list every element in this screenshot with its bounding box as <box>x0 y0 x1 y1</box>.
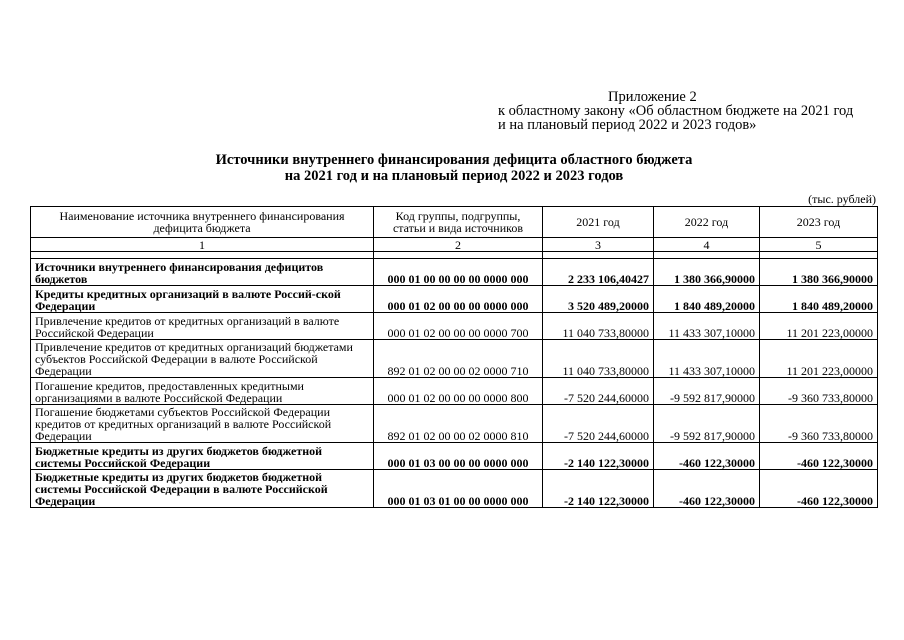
row-value-2022: -9 592 817,90000 <box>654 378 760 405</box>
spacer-cell <box>654 252 760 259</box>
row-value-2023: -460 122,30000 <box>760 470 878 508</box>
title-line-1: Источники внутреннего финансирования дефицита областного бюджета <box>215 152 693 168</box>
appendix-number: Приложение 2 <box>608 89 697 105</box>
table-row <box>31 313 878 340</box>
appendix-header <box>498 90 853 132</box>
row-value-2023: 1 380 366,90000 <box>760 259 878 286</box>
row-value-2021: -2 140 122,30000 <box>543 470 654 508</box>
column-number: 1 <box>31 238 374 252</box>
row-value-2022: -460 122,30000 <box>654 443 760 470</box>
row-value-2023: 11 201 223,00000 <box>760 340 878 378</box>
column-number: 4 <box>654 238 760 252</box>
row-value-2022: -460 122,30000 <box>654 470 760 508</box>
column-number: 2 <box>374 238 543 252</box>
row-value-2022: -9 592 817,90000 <box>654 405 760 443</box>
row-value-2021: -7 520 244,60000 <box>543 405 654 443</box>
row-code: 000 01 00 00 00 00 0000 000 <box>374 259 543 286</box>
row-code: 000 01 03 01 00 00 0000 000 <box>374 470 543 508</box>
table-row <box>31 443 878 470</box>
row-name: Погашение бюджетами субъектов Российской Федерации кредитов от кредитных организаций в валюте Российской Федерации <box>31 405 374 443</box>
row-value-2023: -9 360 733,80000 <box>760 378 878 405</box>
appendix-law-reference: к областному закону «Об областном бюджете на 2021 год <box>498 103 854 119</box>
row-code: 000 01 02 00 00 00 0000 000 <box>374 286 543 313</box>
row-value-2021: 2 233 106,40427 <box>543 259 654 286</box>
row-value-2021: 3 520 489,20000 <box>543 286 654 313</box>
document-title <box>30 152 878 184</box>
row-code: 000 01 03 00 00 00 0000 000 <box>374 443 543 470</box>
row-name: Привлечение кредитов от кредитных организаций бюджетами субъектов Российской Федерации в валюте Российской Федерации <box>31 340 374 378</box>
table-row <box>31 286 878 313</box>
row-value-2021: 11 040 733,80000 <box>543 340 654 378</box>
table-row <box>31 259 878 286</box>
appendix-law-period: и на плановый период 2022 и 2023 годов» <box>498 117 757 133</box>
header-2023: 2023 год <box>760 207 878 238</box>
row-name: Источники внутреннего финансирования дефицитов бюджетов <box>31 259 374 286</box>
header-2021: 2021 год <box>543 207 654 238</box>
column-number: 3 <box>543 238 654 252</box>
table-row <box>31 470 878 508</box>
row-code: 892 01 02 00 00 02 0000 810 <box>374 405 543 443</box>
spacer-cell <box>374 252 543 259</box>
table-row <box>31 340 878 378</box>
row-name: Бюджетные кредиты из других бюджетов бюджетной системы Российской Федерации <box>31 443 374 470</box>
row-value-2023: 1 840 489,20000 <box>760 286 878 313</box>
column-number-row <box>31 238 878 252</box>
table-row <box>31 378 878 405</box>
spacer-cell <box>31 252 374 259</box>
title-line-2: на 2021 год и на плановый период 2022 и 2023 годов <box>284 168 624 184</box>
row-value-2023: -9 360 733,80000 <box>760 405 878 443</box>
row-value-2021: -2 140 122,30000 <box>543 443 654 470</box>
row-value-2022: 1 840 489,20000 <box>654 286 760 313</box>
row-name: Бюджетные кредиты из других бюджетов бюджетной системы Российской Федерации в валюте Российской Федерации <box>31 470 374 508</box>
header-code: Код группы, подгруппы, статьи и вида источников <box>374 207 543 238</box>
spacer-cell <box>543 252 654 259</box>
spacer-row <box>31 252 878 259</box>
column-number: 5 <box>760 238 878 252</box>
units-label: (тыс. рублей) <box>808 192 876 206</box>
row-name: Погашение кредитов, предоставленных кредитными организациями в валюте Российской Федерации <box>31 378 374 405</box>
row-value-2021: 11 040 733,80000 <box>543 313 654 340</box>
row-code: 000 01 02 00 00 00 0000 800 <box>374 378 543 405</box>
row-value-2023: -460 122,30000 <box>760 443 878 470</box>
row-code: 892 01 02 00 00 02 0000 710 <box>374 340 543 378</box>
row-value-2022: 1 380 366,90000 <box>654 259 760 286</box>
row-value-2022: 11 433 307,10000 <box>654 340 760 378</box>
row-name: Кредиты кредитных организаций в валюте Россий-ской Федерации <box>31 286 374 313</box>
row-name: Привлечение кредитов от кредитных организаций в валюте Российской Федерации <box>31 313 374 340</box>
header-2022: 2022 год <box>654 207 760 238</box>
spacer-cell <box>760 252 878 259</box>
header-name: Наименование источника внутреннего финансирования дефицита бюджета <box>31 207 374 238</box>
row-value-2021: -7 520 244,60000 <box>543 378 654 405</box>
sources-table <box>30 206 878 508</box>
row-value-2022: 11 433 307,10000 <box>654 313 760 340</box>
table-row <box>31 405 878 443</box>
row-value-2023: 11 201 223,00000 <box>760 313 878 340</box>
row-code: 000 01 02 00 00 00 0000 700 <box>374 313 543 340</box>
table-header-row <box>31 207 878 238</box>
